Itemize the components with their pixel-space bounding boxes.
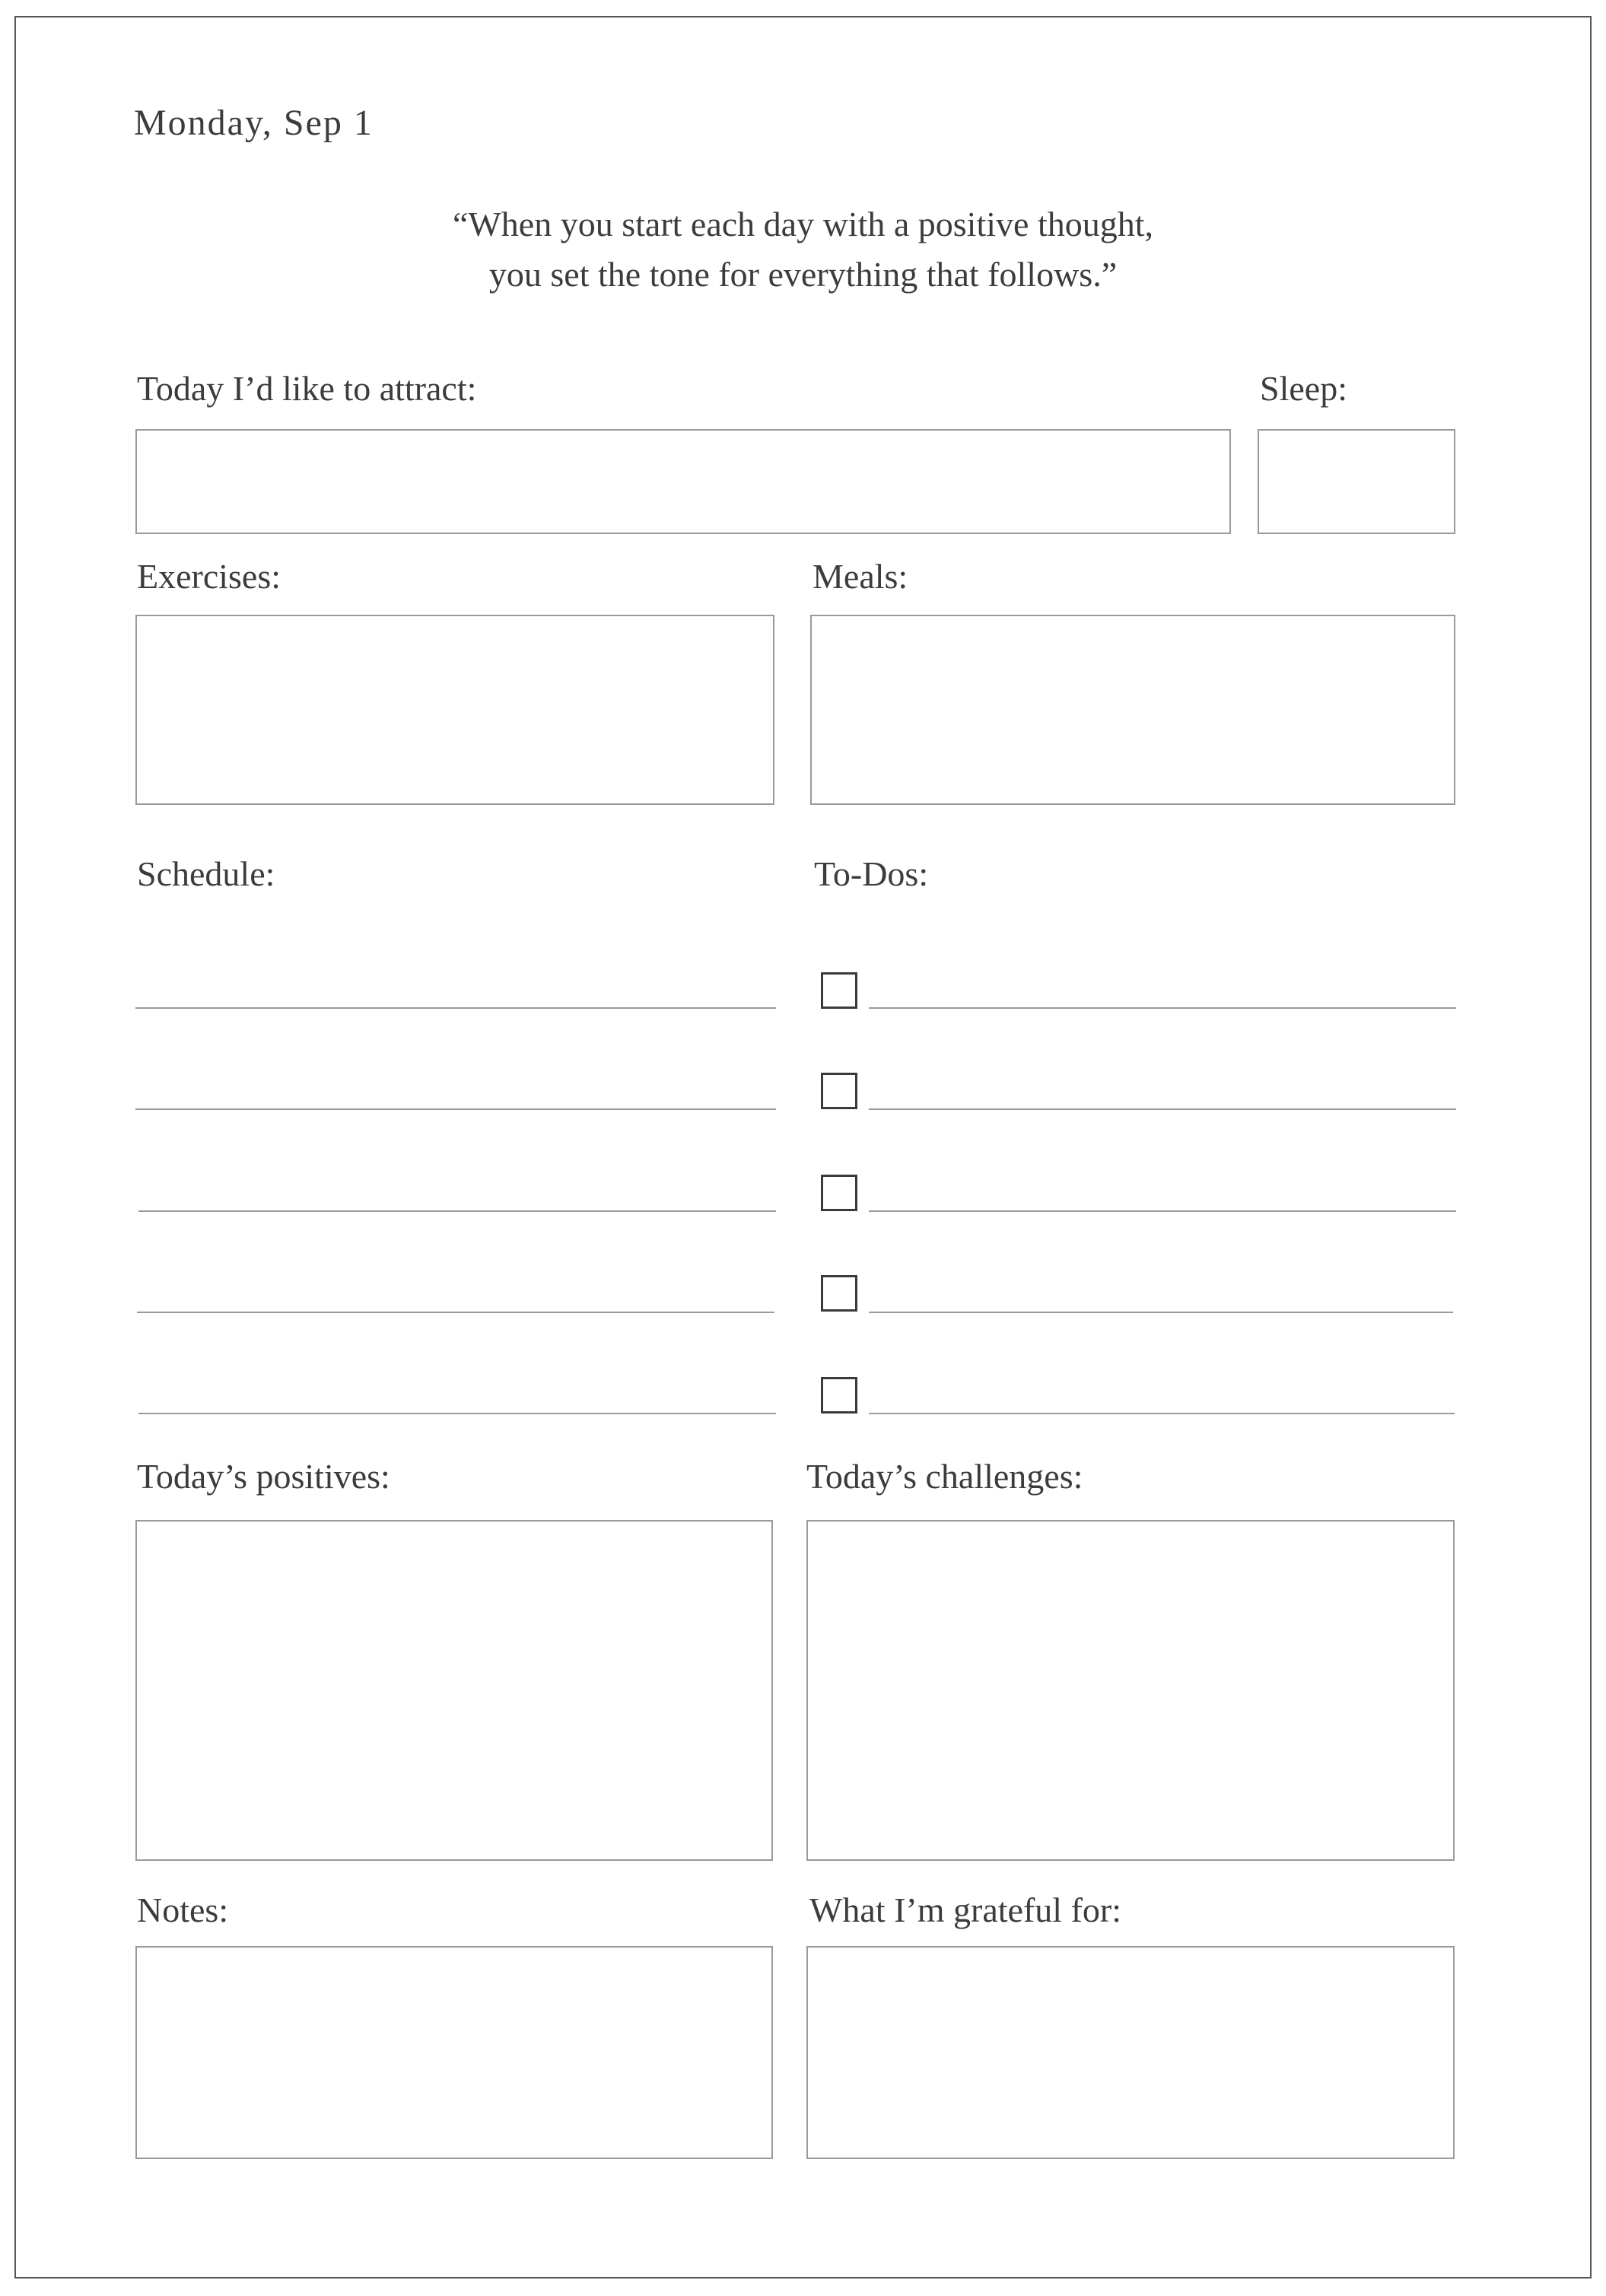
exercises-label: Exercises: <box>137 557 281 596</box>
todo-line-2[interactable] <box>869 1108 1456 1110</box>
sleep-label: Sleep: <box>1260 369 1347 408</box>
meals-label: Meals: <box>813 557 908 596</box>
quote-line-1: “When you start each day with a positive thought, <box>452 205 1154 243</box>
challenges-field[interactable] <box>806 1520 1455 1861</box>
schedule-line-2[interactable] <box>135 1108 776 1110</box>
page-border <box>14 16 1592 2279</box>
meals-field[interactable] <box>810 615 1455 805</box>
todo-line-4[interactable] <box>869 1312 1453 1313</box>
schedule-line-1[interactable] <box>135 1007 776 1009</box>
challenges-label: Today’s challenges: <box>806 1457 1083 1496</box>
todo-line-1[interactable] <box>869 1007 1456 1009</box>
quote-line-2: you set the tone for everything that follows.” <box>488 255 1118 294</box>
exercises-field[interactable] <box>135 615 774 805</box>
attract-label: Today I’d like to attract: <box>137 369 477 408</box>
schedule-label: Schedule: <box>137 854 275 893</box>
grateful-field[interactable] <box>806 1946 1455 2159</box>
schedule-line-5[interactable] <box>138 1413 776 1414</box>
notes-label: Notes: <box>137 1891 229 1929</box>
schedule-line-3[interactable] <box>138 1210 776 1212</box>
notes-field[interactable] <box>135 1946 773 2159</box>
attract-field[interactable] <box>135 429 1231 534</box>
todo-checkbox-5[interactable] <box>821 1377 857 1414</box>
todo-line-3[interactable] <box>869 1210 1456 1212</box>
positives-field[interactable] <box>135 1520 773 1861</box>
grateful-label: What I’m grateful for: <box>809 1891 1121 1929</box>
todo-checkbox-2[interactable] <box>821 1073 857 1109</box>
todo-checkbox-3[interactable] <box>821 1175 857 1211</box>
todo-line-5[interactable] <box>869 1413 1455 1414</box>
sleep-field[interactable] <box>1258 429 1455 534</box>
todos-label: To-Dos: <box>814 854 929 893</box>
todo-checkbox-4[interactable] <box>821 1275 857 1312</box>
schedule-line-4[interactable] <box>137 1312 774 1313</box>
todo-checkbox-1[interactable] <box>821 972 857 1009</box>
positives-label: Today’s positives: <box>137 1457 390 1496</box>
page-date: Monday, Sep 1 <box>134 103 374 143</box>
